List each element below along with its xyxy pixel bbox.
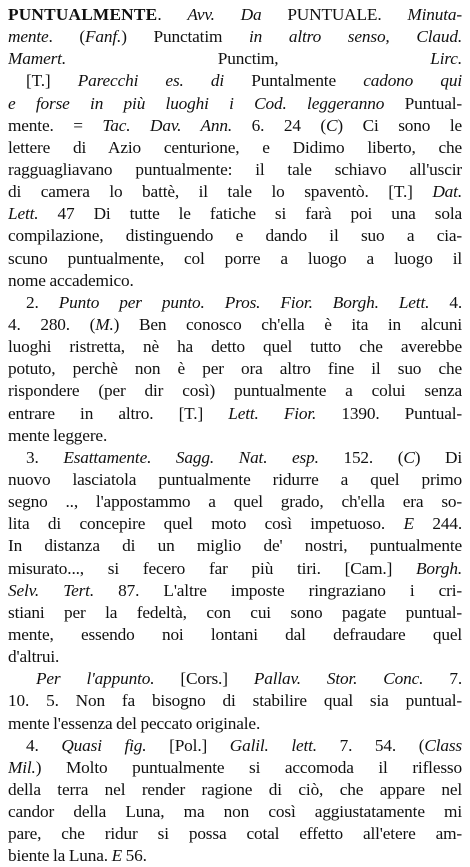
entry-text: mente l'essenza del peccato originale. <box>8 713 261 733</box>
entry-text: 2. <box>26 292 59 312</box>
entry-text: stiani per la fedeltà, con cui sono pagate puntual- <box>8 602 462 622</box>
italic-text: Galil. lett. <box>229 735 317 755</box>
entry-text: Puntual- <box>384 93 462 113</box>
italic-text: Pallav. Stor. Conc. <box>253 669 424 689</box>
entry-line <box>8 181 462 203</box>
entry-text: 87. L'altre imposte ringraziano i cri- <box>94 580 462 600</box>
entry-line <box>8 4 462 26</box>
italic-text: C <box>326 115 338 135</box>
entry-line <box>8 159 462 181</box>
entry-line <box>8 248 462 270</box>
italic-text: Punto per punto. Pros. Fior. Borgh. Lett. <box>58 292 430 312</box>
entry-text: rispondere (per dir così) puntualmente a colui senza <box>8 381 462 401</box>
entry-text: lettere di Azio centurione, e Didimo liberto, che <box>8 137 462 157</box>
entry-text: ) Ben conosco ch'ella è ita in alcuni <box>113 314 462 334</box>
entry-text: [Cors.] <box>154 669 254 689</box>
entry-line <box>8 624 462 646</box>
italic-text: Borgh. <box>416 558 462 578</box>
entry-line <box>8 358 462 380</box>
entry-text: lita di concepire quel moto così impetuoso. <box>8 514 404 534</box>
entry-text: d'altrui. <box>8 647 60 667</box>
entry-text: 152. ( <box>318 447 404 467</box>
entry-text: luoghi ristretta, nè ha detto quel tutto che averebbe <box>8 337 462 357</box>
entry-line <box>8 779 462 801</box>
entry-line <box>8 668 462 690</box>
entry-text: nome accademico. <box>8 270 134 290</box>
entry-text: 6. 24 ( <box>232 115 327 135</box>
entry-text: 56. <box>122 846 147 866</box>
entry-line <box>8 690 462 712</box>
entry-text: segno .., l'appostammo a quel grado, ch'ella era so- <box>8 492 462 512</box>
entry-text: . <box>377 5 408 24</box>
entry-line <box>8 403 462 425</box>
entry-text: 7. <box>423 669 462 689</box>
entry-text: pare, che ridur si possa cotal effetto all'etere am- <box>8 824 462 844</box>
entry-text: scuno puntualmente, col porre a luogo a luogo il <box>8 248 462 268</box>
entry-text: [T.] <box>26 71 78 91</box>
entry-text: entrare in altro. [T.] <box>8 403 229 423</box>
entry-text: 7. 54. ( <box>316 735 425 755</box>
italic-text: M. <box>95 314 114 334</box>
entry-line <box>8 447 462 469</box>
italic-text: E <box>403 514 414 534</box>
entry-text: PUNTUALE <box>261 5 378 24</box>
headword: PUNTUALMENTE <box>8 5 158 24</box>
italic-text: Esattamente. Sagg. Nat. esp. <box>63 447 319 467</box>
italic-text: Per l'appunto. <box>36 669 155 689</box>
entry-line <box>8 558 462 580</box>
italic-text: Tac. Dav. Ann. <box>102 115 233 135</box>
entry-text: biente la Luna. <box>8 846 112 866</box>
entry-text: 3. <box>26 447 64 467</box>
entry-line <box>8 70 462 92</box>
italic-text: Avv. Da <box>187 5 262 24</box>
entry-text: nuovo lasciatola puntualmente ridurre a quel primo <box>8 469 462 489</box>
italic-text: C <box>403 447 415 467</box>
entry-line <box>8 425 462 447</box>
entry-line <box>8 93 462 115</box>
entry-line <box>8 270 462 292</box>
entry-line <box>8 823 462 845</box>
entry-line <box>8 735 462 757</box>
italic-text: cadono qui <box>363 71 462 91</box>
entry-text: compilazione, distinguendo e dando il suo a cia- <box>8 226 462 246</box>
italic-text: e forse in più luoghi i Cod. leggeranno <box>8 93 385 113</box>
entry-text: 244. <box>413 514 462 534</box>
entry-line <box>8 48 462 70</box>
entry-text: 47 Di tutte le fatiche si farà poi una sola <box>38 204 462 224</box>
entry-line <box>8 203 462 225</box>
entry-line <box>8 469 462 491</box>
entry-text: 4. <box>429 292 462 312</box>
italic-text: mente <box>8 27 49 47</box>
entry-line <box>8 580 462 602</box>
entry-text: ) Di <box>414 447 462 467</box>
entry-text: misurato..., si fecero far più tiri. [Cam.] <box>8 558 417 578</box>
italic-text: E <box>111 846 122 866</box>
entry-line <box>8 646 462 668</box>
entry-text: mente leggere. <box>8 425 108 445</box>
entry-line <box>8 137 462 159</box>
italic-text: Minuta- <box>407 5 462 24</box>
entry-text: mente, essendo noi lontani dal defraudare quel <box>8 624 462 644</box>
entry-text: In distanza di un miglio de' nostri, puntualmente <box>8 536 462 556</box>
italic-text: in altro senso, Claud. <box>249 27 462 47</box>
italic-text: Mil. <box>8 757 36 777</box>
entry-text: 4. 280. ( <box>8 314 96 334</box>
entry-line <box>8 602 462 624</box>
entry-line <box>8 336 462 358</box>
entry-line <box>8 115 462 137</box>
entry-text: [Pol.] <box>146 735 230 755</box>
entry-text: di camera lo battè, il tale lo spaventò. [T.] <box>8 182 433 202</box>
entry-line <box>8 314 462 336</box>
entry-text: ragguagliavano puntualmente: il tale schiavo all'uscir <box>8 159 462 179</box>
entry-line <box>8 757 462 779</box>
italic-text: Mamert. <box>8 49 66 69</box>
entry-text: potuto, perchè non è per ora altro fine il suo che <box>8 359 462 379</box>
italic-text: Lirc. <box>430 49 462 69</box>
entry-text: ) Punctatim <box>121 27 249 47</box>
entry-text: 4. <box>26 735 62 755</box>
entry-text: 10. 5. Non fa bisogno di stabilire qual sia puntual- <box>8 691 462 711</box>
entry-line <box>8 535 462 557</box>
italic-text: Lett. Fior. <box>228 403 317 423</box>
entry-text: candor della Luna, ma non così aggiustatamente mi <box>8 802 462 822</box>
entry-text: ) Molto puntualmente si accomoda il riflesso <box>35 757 462 777</box>
italic-text: Lett. <box>8 204 39 224</box>
entry-text: Puntalmente <box>224 71 364 91</box>
italic-text: Fanf. <box>85 27 122 47</box>
entry-text: 1390. Puntual- <box>316 403 462 423</box>
italic-text: Class <box>424 735 462 755</box>
entry-line <box>8 26 462 48</box>
entry-line <box>8 845 462 867</box>
italic-text: Selv. Tert. <box>8 580 94 600</box>
entry-line <box>8 713 462 735</box>
entry-text: della terra nel render ragione di ciò, che appare nel <box>8 779 462 799</box>
entry-text: ) Ci sono le <box>337 115 462 135</box>
entry-line <box>8 380 462 402</box>
entry-text: . <box>157 5 188 24</box>
entry-line <box>8 225 462 247</box>
italic-text: Quasi fig. <box>61 735 147 755</box>
entry-line <box>8 513 462 535</box>
italic-text: Parecchi es. di <box>77 71 225 91</box>
italic-text: Dat. <box>432 182 462 202</box>
entry-text: Punctim, <box>65 49 431 69</box>
entry-text: . ( <box>48 27 86 47</box>
entry-text: mente. = <box>8 115 103 135</box>
entry-line <box>8 292 462 314</box>
entry-line <box>8 801 462 823</box>
entry-line <box>8 491 462 513</box>
